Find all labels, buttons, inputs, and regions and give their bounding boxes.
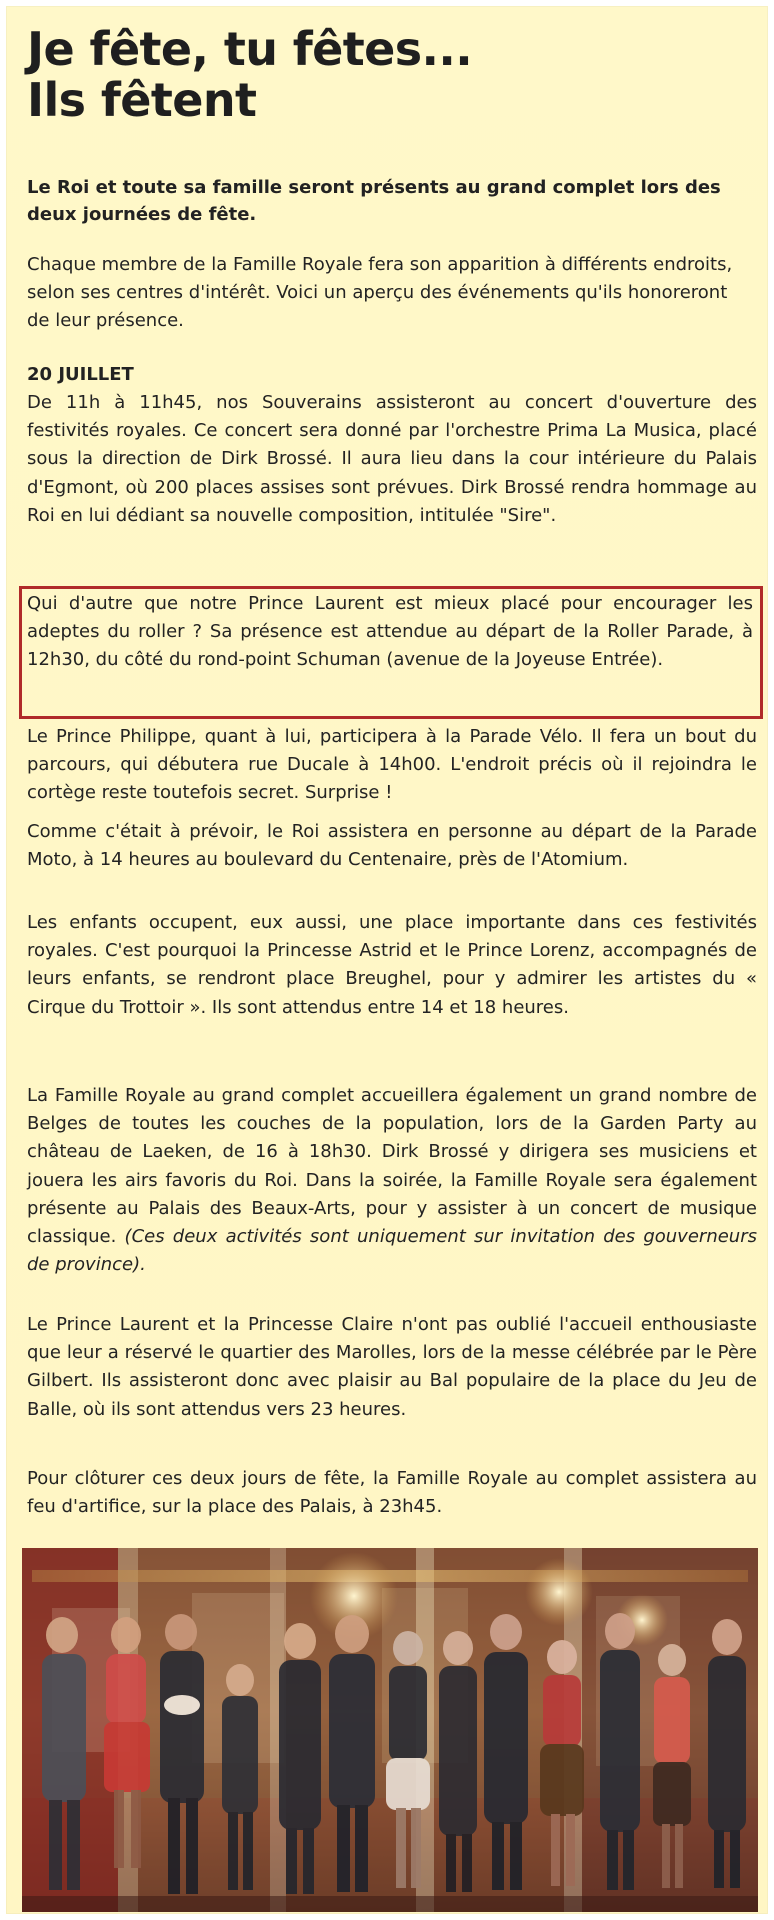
intro-paragraph: Chaque membre de la Famille Royale fera son apparition à différents endroits, selon ses centres d'intérêt. Voici un aperçu des événements qu'ils honoreront de leur présence. — [27, 254, 733, 331]
title-line-1: Je fête, tu fêtes... — [27, 22, 473, 76]
paragraph-fireworks: Pour clôturer ces deux jours de fête, la Famille Royale au complet assistera au feu d'artifice, sur la place des Palais, à 23h45. — [27, 1468, 757, 1518]
article-title — [27, 24, 547, 125]
paragraph-parade-velo: Le Prince Philippe, quant à lui, participera à la Parade Vélo. Il fera un bout du parcours, qui débutera rue Ducale à 14h00. L'endroit précis où il rejoindra le cortège reste toutefois secret. Surprise ! — [27, 726, 757, 804]
photo-illustration — [22, 1548, 758, 1912]
paragraph-opening-concert: De 11h à 11h45, nos Souverains assisteront au concert d'ouverture des festivités royales. Ce concert sera donné par l'orchestre Prima La Musica, placé sous la direction de Dirk Brossé. Il aura lieu dans la cour intérieure du Palais d'Egmont, où 200 places assises sont prévues. Dirk Brossé rendra hommage au Roi en lui dédiant sa nouvelle composition, intitulée "Sire". — [27, 392, 757, 526]
garden-party-note: (Ces deux activités sont uniquement sur invitation des gouverneurs de province). — [27, 1226, 757, 1276]
garden-party-main-text: La Famille Royale au grand complet accueillera également un grand nombre de Belges de toutes les couches de la population, lors de la Garden Party au château de Laeken, de 16 à 18h30. Dirk Brossé y dirigera ses musiciens et jouera les airs favoris du Roi. Dans la soirée, la Famille Royale sera également présente au Palais des Beaux-Arts, pour y assister à un concert de musique classique. — [27, 1085, 757, 1248]
title-line-2: Ils fêtent — [27, 72, 257, 127]
paragraph-garden-party — [27, 1082, 757, 1279]
date-heading: 20 JUILLET — [27, 364, 134, 385]
paragraph-marolles: Le Prince Laurent et la Princesse Claire n'ont pas oublié l'accueil enthousiaste que leur a réservé le quartier des Marolles, lors de la messe célébrée par le Père Gilbert. Ils assisteront donc avec plaisir au Bal populaire de la place du Jeu de Balle, où ils sont attendus vers 23 heures. — [27, 1314, 757, 1420]
paragraph-parade-moto: Comme c'était à prévoir, le Roi assistera en personne au départ de la Parade Moto, à 14 heures au boulevard du Centenaire, près de l'Atomium. — [27, 821, 757, 871]
paragraph-roller-parade: Qui d'autre que notre Prince Laurent est mieux placé pour encourager les adeptes du roller ? Sa présence est attendue au départ de la Roller Parade, à 12h30, du côté du rond-point Schuman (avenue de la Joyeuse Entrée). — [27, 593, 753, 671]
paragraph-children-events: Les enfants occupent, eux aussi, une place importante dans ces festivités royales. C'est pourquoi la Princesse Astrid et le Prince Lorenz, accompagnés de leurs enfants, se rendront place Breughel, pour y admirer les artistes du « Cirque du Trottoir ». Ils sont attendus entre 14 et 18 heures. — [27, 912, 757, 1018]
lead-paragraph: Le Roi et toute sa famille seront présents au grand complet lors des deux journées de fête. — [27, 177, 721, 225]
royal-family-photo — [22, 1548, 758, 1912]
